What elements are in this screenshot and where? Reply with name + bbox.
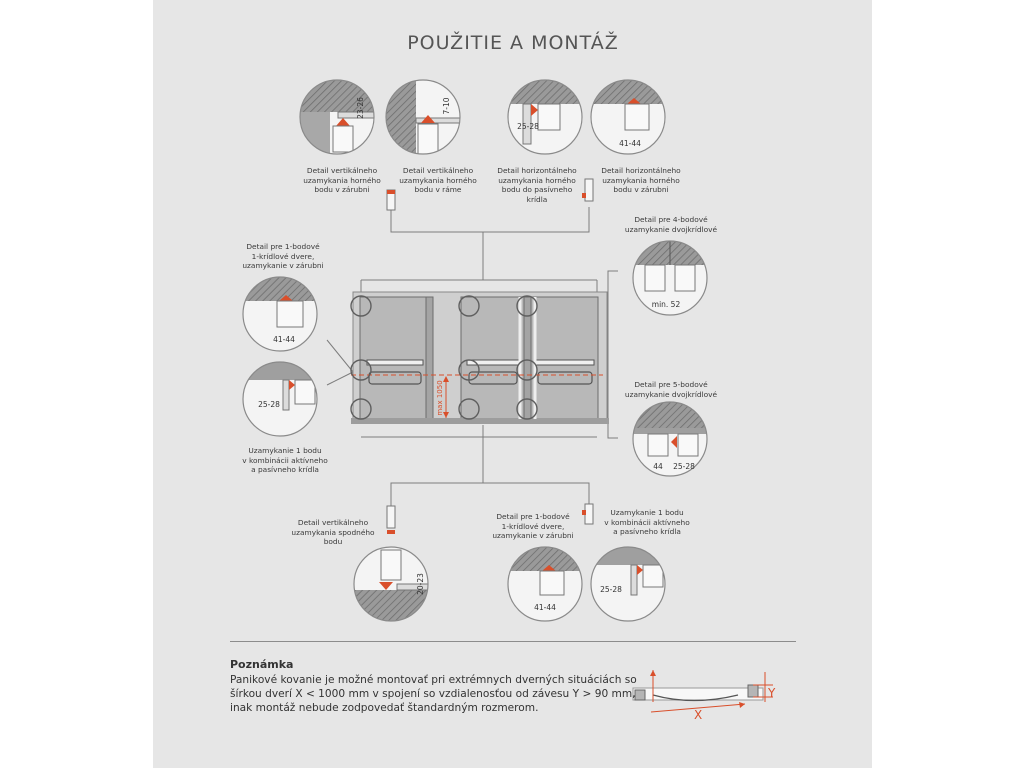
caption-left-combo: Uzamykanie 1 bodu v kombinácii aktívneho a pasívneho krídla bbox=[242, 446, 328, 475]
dim-top-v-leaf: 7-10 bbox=[442, 97, 451, 115]
x-dimension-label: X bbox=[694, 708, 703, 722]
note-text bbox=[230, 673, 640, 715]
caption-right-4point: Detail pre 4-bodové uzamykanie dvojkrídlové bbox=[624, 215, 718, 234]
door-assembly bbox=[351, 292, 609, 424]
dim-right-5point-b: 25-28 bbox=[673, 462, 695, 471]
note-heading: Poznámka bbox=[230, 658, 294, 671]
dim-top-h-frame: 41-44 bbox=[619, 139, 641, 148]
caption-top-h-frame: Detail horizontálneho uzamykania horného bodu v zárubni bbox=[601, 166, 681, 195]
dim-left-1point: 41-44 bbox=[273, 335, 295, 344]
dim-bottom-combo: 25-28 bbox=[600, 585, 622, 594]
caption-bottom-v: Detail vertikálneho uzamykania spodného bodu bbox=[291, 518, 375, 547]
note-line: inak montáž nebude zodpovedať štandardným rozmerom. bbox=[230, 702, 539, 714]
note-line: Panikové kovanie je možné montovať pri extrémnych dverných situáciách so bbox=[230, 674, 637, 686]
divider bbox=[230, 641, 796, 642]
caption-right-5point: Detail pre 5-bodové uzamykanie dvojkrídlové bbox=[624, 380, 718, 399]
dim-bottom-1point: 41-44 bbox=[534, 603, 556, 612]
caption-top-v-frame: Detail vertikálneho uzamykania horného bodu v zárubni bbox=[303, 166, 381, 195]
content-panel bbox=[153, 0, 872, 768]
dim-top-v-frame: 23-26 bbox=[356, 97, 365, 119]
note-line: šírkou dverí X < 1000 mm v spojení so vzdialenosťou od závesu Y > 90 mm, bbox=[230, 688, 636, 700]
dim-top-h-passive: 25-28 bbox=[517, 122, 539, 131]
mounting-diagram bbox=[153, 0, 872, 768]
caption-top-v-leaf: Detail vertikálneho uzamykania horného bodu v ráme bbox=[399, 166, 477, 195]
page-title: POUŽITIE A MONTÁŽ bbox=[407, 32, 619, 54]
caption-left-1point: Detail pre 1-bodové 1-krídlové dvere, uzamykanie v zárubni bbox=[242, 242, 324, 271]
dim-bottom-v: 20-23 bbox=[416, 573, 425, 595]
caption-top-h-passive: Detail horizontálneho uzamykania horného bodu do pasívneho krídla bbox=[497, 166, 577, 204]
caption-bottom-1point: Detail pre 1-bodové 1-krídlové dvere, uzamykanie v zárubni bbox=[492, 512, 574, 541]
door-width-sketch bbox=[633, 670, 776, 722]
dim-left-combo: 25-28 bbox=[258, 400, 280, 409]
dim-right-5point-a: 44 bbox=[653, 462, 663, 471]
max-height-label: max 1050 bbox=[436, 380, 444, 416]
dim-right-4point: min. 52 bbox=[651, 300, 681, 309]
y-dimension-label: Y bbox=[768, 686, 776, 700]
caption-bottom-combo: Uzamykanie 1 bodu v kombinácii aktívneho a pasívneho krídla bbox=[604, 508, 690, 537]
